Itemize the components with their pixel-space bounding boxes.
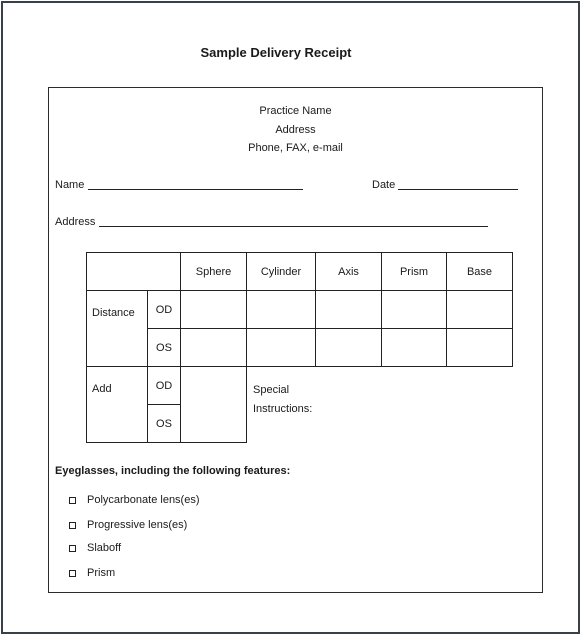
name-label: Name [55, 179, 85, 191]
distance-os-axis[interactable] [315, 328, 382, 367]
distance-os-sphere[interactable] [180, 328, 247, 367]
col-header-base: Base [446, 252, 513, 291]
address-field[interactable] [99, 226, 488, 227]
feature-item[interactable] [69, 519, 187, 531]
date-field[interactable] [398, 189, 518, 190]
features-heading: Eyeglasses, including the following features: [55, 465, 291, 477]
feature-label: Polycarbonate lens(es) [87, 494, 200, 506]
table-corner [86, 252, 181, 291]
date-label: Date [372, 179, 396, 191]
row-label-add: Add [86, 366, 148, 443]
checkbox-icon[interactable] [69, 522, 76, 529]
col-header-cylinder: Cylinder [246, 252, 316, 291]
checkbox-icon[interactable] [69, 545, 76, 552]
feature-item[interactable] [69, 494, 200, 506]
distance-od-prism[interactable] [381, 290, 447, 329]
feature-item[interactable] [69, 567, 115, 579]
receipt-form [48, 87, 543, 593]
address-label: Address [55, 216, 96, 228]
special-line1: Special [253, 384, 290, 396]
add-value[interactable] [180, 366, 247, 443]
feature-label: Progressive lens(es) [87, 519, 188, 531]
checkbox-icon[interactable] [69, 570, 76, 577]
distance-os-cylinder[interactable] [246, 328, 316, 367]
special-instructions [253, 381, 312, 419]
document-title: Sample Delivery Receipt [200, 45, 352, 60]
add-od-label: OD [147, 366, 181, 405]
add-os-label: OS [147, 404, 181, 443]
distance-od-axis[interactable] [315, 290, 382, 329]
distance-od-label: OD [147, 290, 181, 329]
distance-od-base[interactable] [446, 290, 513, 329]
practice-contact: Phone, FAX, e-mail [248, 142, 343, 154]
feature-label: Slaboff [87, 542, 122, 554]
feature-item[interactable] [69, 542, 121, 554]
distance-os-label: OS [147, 328, 181, 367]
distance-os-prism[interactable] [381, 328, 447, 367]
col-header-axis: Axis [315, 252, 382, 291]
practice-address: Address [275, 124, 316, 136]
special-line2: Instructions: [253, 403, 313, 415]
practice-name: Practice Name [259, 105, 332, 117]
col-header-sphere: Sphere [180, 252, 247, 291]
distance-od-sphere[interactable] [180, 290, 247, 329]
distance-os-base[interactable] [446, 328, 513, 367]
name-field[interactable] [88, 189, 303, 190]
row-label-distance: Distance [86, 290, 148, 367]
feature-label: Prism [87, 567, 116, 579]
distance-od-cylinder[interactable] [246, 290, 316, 329]
col-header-prism: Prism [381, 252, 447, 291]
checkbox-icon[interactable] [69, 497, 76, 504]
